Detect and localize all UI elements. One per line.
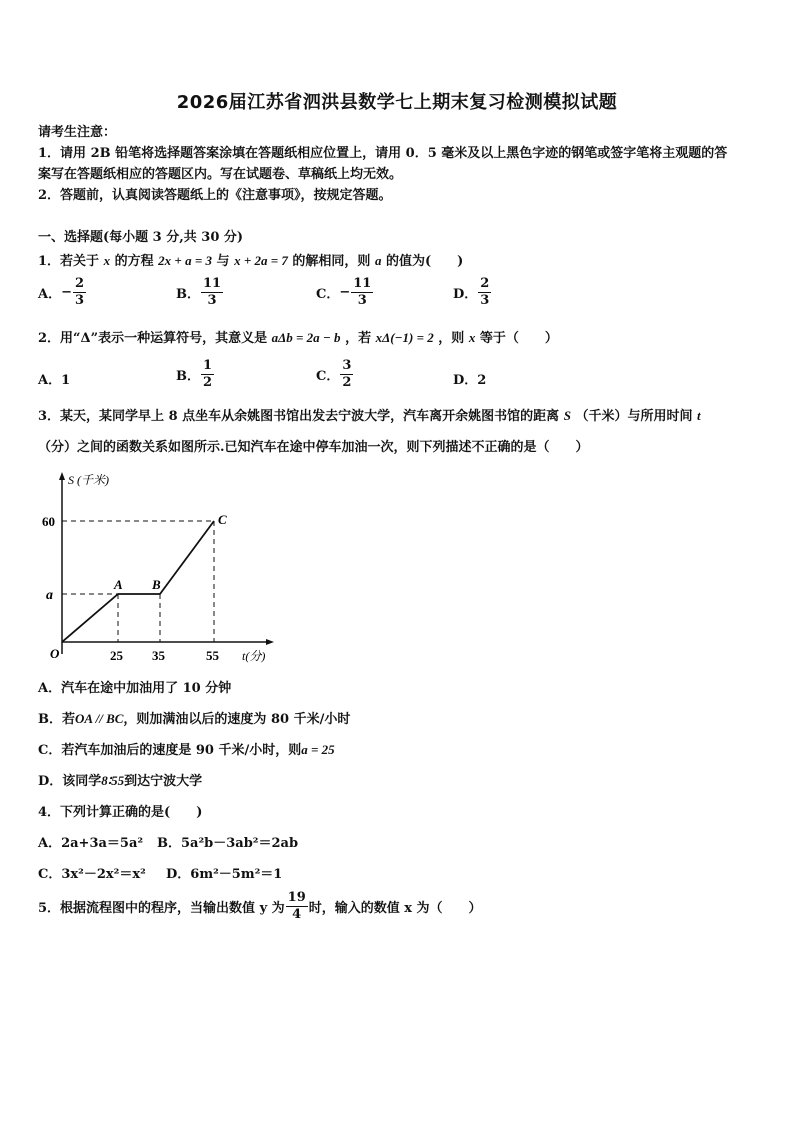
x-tick-25: 25 <box>110 648 123 663</box>
q5-text: 5．根据流程图中的程序，当输出数值 y 为 <box>38 901 285 916</box>
origin-label: O <box>50 646 60 661</box>
q3-option-text: B．若 <box>38 712 75 727</box>
q2-option-d: D．2 <box>453 373 487 388</box>
q1-text: 与 <box>216 254 230 269</box>
denominator: 2 <box>203 375 213 390</box>
question-1 <box>38 250 463 269</box>
q4-option-c: C．3x²－2x²＝x² <box>38 867 146 882</box>
q2-text: 2．用“Δ”表示一种运算符号，其意义是 <box>38 331 268 346</box>
q1-text: 的解相同，则 <box>292 254 371 269</box>
page-title: 2026届江苏省泗洪县数学七上期末复习检测模拟试题 <box>176 92 618 113</box>
q4-option-b: B．5a²b－3ab²＝2ab <box>157 836 299 851</box>
option-label: C． <box>316 287 340 302</box>
denominator: 3 <box>357 293 367 308</box>
q3-option-math: 8∶55 <box>101 773 125 788</box>
y-tick-a: a <box>46 588 53 603</box>
q3-option-a: A．汽车在途中加油用了 10 分钟 <box>38 681 232 696</box>
q1-var: a <box>374 253 382 268</box>
q3-text: （千米）与所用时间 <box>575 409 693 424</box>
q1-text: 的值为( ) <box>386 254 464 269</box>
fraction <box>73 276 86 309</box>
q3-option-d <box>38 770 202 789</box>
denominator: 2 <box>342 375 352 390</box>
q1-text: 的方程 <box>114 254 154 269</box>
q2-condition: xΔ(−1) = 2 <box>375 330 434 345</box>
q3-option-text: D．该同学 <box>38 774 102 789</box>
q3-option-c <box>38 739 335 758</box>
minus-sign: − <box>61 285 72 300</box>
q3-option-math: a = 25 <box>301 742 335 757</box>
y-axis-label: S (千米) <box>68 473 109 487</box>
q4-option-d: D．6m²－5m²＝1 <box>166 867 283 882</box>
fraction <box>478 276 491 309</box>
q2-text: ，则 <box>438 331 465 346</box>
q2-option-b <box>176 358 215 391</box>
x-axis-arrow-icon <box>266 639 274 645</box>
q1-option-a <box>38 276 87 309</box>
q3-text: 3．某天，某同学早上 8 点坐车从余姚图书馆出发去宁波大学，汽车离开余姚图书馆的距离 <box>38 409 560 424</box>
fraction <box>340 358 353 391</box>
q3-option-b <box>38 708 350 727</box>
q5-text: 时，输入的数值 x 为（ ） <box>308 901 482 916</box>
option-label: A． <box>38 287 62 302</box>
q1-option-c <box>316 276 374 309</box>
option-label: B． <box>176 287 200 302</box>
notice-heading: 请考生注意： <box>38 125 117 140</box>
point-c-label: C <box>218 512 227 527</box>
question-4: 4．下列计算正确的是( ) <box>38 805 203 820</box>
q1-text: 1．若关于 <box>38 254 100 269</box>
q1-option-d <box>453 276 492 309</box>
numerator: 2 <box>75 276 85 291</box>
q3-var: S <box>563 408 571 423</box>
q1-equation-1: 2x + a = 3 <box>158 253 212 268</box>
q3-option-text: 到达宁波大学 <box>124 774 203 789</box>
graph-line <box>62 521 214 642</box>
fraction <box>286 890 308 923</box>
q2-definition: aΔb = 2a − b <box>271 330 341 345</box>
q3-var: t <box>697 408 701 423</box>
denominator: 3 <box>75 293 85 308</box>
q1-equation-2: x + 2a = 7 <box>234 253 288 268</box>
point-b-label: B <box>152 577 161 592</box>
denominator: 3 <box>207 293 217 308</box>
x-tick-55: 55 <box>206 648 219 663</box>
x-axis-label: t(分) <box>242 649 266 663</box>
fraction <box>201 358 214 391</box>
q2-var: x <box>468 330 476 345</box>
q4-option-a: A．2a+3a＝5a² <box>38 836 144 851</box>
notice-item-2: 2．答题前，认真阅读答题纸上的《注意事项》，按规定答题。 <box>38 188 392 203</box>
fraction <box>351 276 373 309</box>
distance-time-graph <box>30 468 280 668</box>
question-2 <box>38 327 558 346</box>
point-a-label: A <box>114 577 123 592</box>
numerator: 11 <box>353 276 372 291</box>
y-tick-60: 60 <box>42 514 55 529</box>
fraction <box>201 276 223 309</box>
numerator: 1 <box>203 358 213 373</box>
numerator: 11 <box>203 276 222 291</box>
denominator: 3 <box>480 293 490 308</box>
numerator: 2 <box>480 276 490 291</box>
option-label: D． <box>453 287 478 302</box>
numerator: 19 <box>287 890 306 905</box>
numerator: 3 <box>342 358 352 373</box>
question-3-line-1 <box>38 405 701 424</box>
q2-text: 等于（ ） <box>479 331 558 346</box>
x-tick-35: 35 <box>152 648 165 663</box>
q2-text: ，若 <box>345 331 372 346</box>
option-label: B． <box>176 369 200 384</box>
question-3-line-2: （分）之间的函数关系如图所示.已知汽车在途中停车加油一次，则下列描述不正确的是（ ） <box>38 440 589 455</box>
q1-option-b <box>176 276 224 309</box>
q2-option-c <box>316 358 354 391</box>
option-label: C． <box>316 369 340 384</box>
y-axis-arrow-icon <box>59 472 65 480</box>
question-5 <box>38 890 482 923</box>
minus-sign: − <box>339 285 351 300</box>
q3-option-text: C．若汽车加油后的速度是 90 千米/小时，则 <box>38 743 302 758</box>
denominator: 4 <box>292 907 302 922</box>
q2-option-a: A．1 <box>38 373 71 388</box>
q3-option-text: ，则加满油以后的速度为 80 千米/小时 <box>123 712 351 727</box>
q3-option-math: OA // BC <box>75 711 124 726</box>
notice-item-1-cont: 案写在答题纸相应的答题区内。写在试题卷、草稿纸上均无效。 <box>38 167 403 182</box>
q1-var: x <box>103 253 111 268</box>
section-heading: 一、选择题(每小题 3 分,共 30 分) <box>38 230 244 245</box>
notice-item-1: 1．请用 2B 铅笔将选择题答案涂填在答题纸相应位置上，请用 0．5 毫米及以上黑色字迹的钢笔或签字笔将主观题的答 <box>38 146 728 161</box>
